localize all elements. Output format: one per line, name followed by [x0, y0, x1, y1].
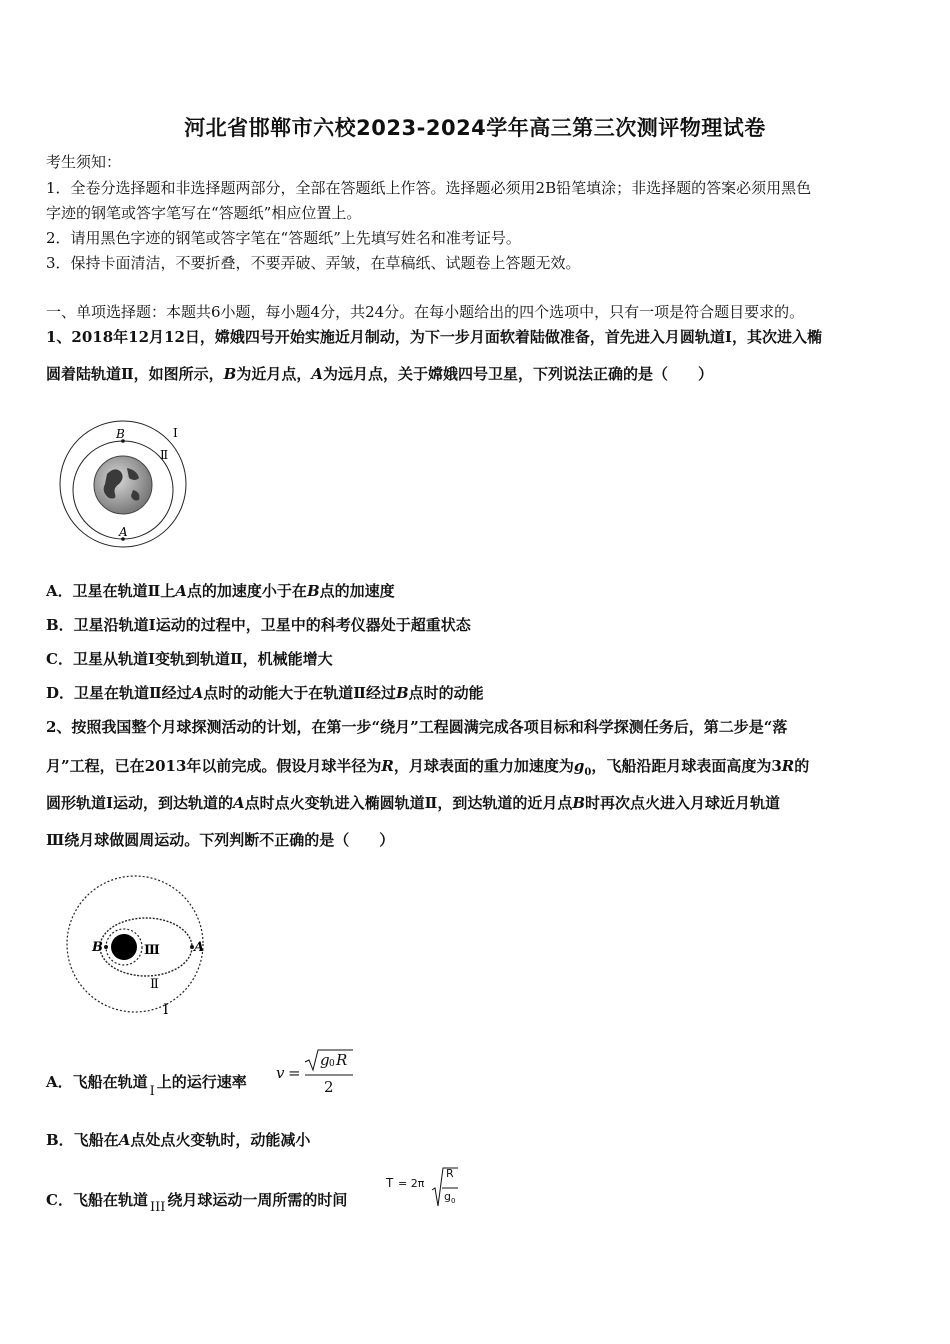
var-B: B: [572, 794, 586, 812]
text: B．飞船在: [46, 1131, 119, 1149]
notice-item: 1．全卷分选择题和非选择题两部分，全部在答题纸上作答。选择题必须用2B铅笔填涂；非选择题的答案必须用黑色: [46, 179, 812, 197]
text: 的: [794, 757, 810, 775]
text: C．飞船在轨道: [46, 1191, 148, 1209]
var-v: v: [276, 1064, 285, 1082]
text: 点时的动能: [408, 684, 484, 702]
sqrt-fraction: [430, 1166, 460, 1210]
moon-icon: [94, 456, 152, 514]
var-A: A: [118, 1131, 131, 1149]
q2-option-c: [46, 1190, 347, 1218]
text: 点的加速度小于在: [186, 582, 307, 600]
notice-item: 字迹的钢笔或答字笔写在“答题纸”相应位置上。: [46, 204, 362, 222]
var-A: A: [175, 582, 187, 600]
text: 点时点火变轨进入椭圆轨道Ⅱ，到达轨道的近月点: [244, 794, 573, 812]
var-B: B: [306, 582, 320, 600]
page-title: 河北省邯郸市六校2023-2024学年高三第三次测评物理试卷: [184, 116, 766, 140]
text: 点处点火变轨时，动能减小: [130, 1131, 311, 1149]
var-R: R: [781, 757, 795, 775]
denominator: 2: [324, 1078, 334, 1096]
label-B: B: [116, 427, 125, 441]
text: 上的运行速率: [156, 1073, 247, 1091]
q2-stem-line1: 2、按照我国整个月球探测活动的计划，在第一步“绕月”工程圆满完成各项目标和科学探测任务后，第二步是“落: [46, 718, 788, 736]
subscript: 0: [451, 1197, 456, 1205]
notice-heading: 考生须知：: [46, 153, 122, 171]
label-orbit-II: Ⅱ: [160, 448, 169, 462]
q1-option-d: [46, 683, 484, 703]
var-A: A: [191, 684, 204, 702]
q1-stem-line2: [46, 364, 713, 384]
q1-orbit-figure: [55, 412, 205, 552]
label-orbit-II: Ⅱ: [150, 977, 159, 992]
label-A: A: [119, 525, 128, 539]
q2-orbit-figure: [50, 872, 220, 1022]
q1-option-a: [46, 581, 395, 601]
var-g: g: [444, 1190, 451, 1203]
q2-stem-line3: [46, 793, 780, 813]
text: A．卫星在轨道Ⅱ上: [46, 582, 176, 600]
subscript: 0: [329, 1059, 335, 1069]
text: A．飞船在轨道: [46, 1073, 148, 1091]
var-A: A: [233, 794, 245, 812]
text: ，月球表面的重力加速度为: [393, 757, 574, 775]
subscript: 0: [584, 767, 592, 778]
text: 圆形轨道Ⅰ运动，到达轨道的: [46, 794, 234, 812]
var-T: T: [386, 1176, 394, 1190]
text: 为近月点，: [236, 365, 312, 383]
text: 绕月球运动一周所需的时间: [167, 1191, 348, 1209]
q2-stem-line2: [46, 756, 809, 783]
var-R: R: [446, 1167, 454, 1180]
label-orbit-III: Ⅲ: [144, 943, 160, 958]
text: 圆着陆轨道Ⅱ，如图所示，: [46, 365, 224, 383]
label-orbit-I: I: [163, 1002, 169, 1018]
var-g: g: [320, 1051, 330, 1069]
q2-option-b: [46, 1130, 310, 1150]
var-B: B: [223, 365, 237, 383]
text: 为远月点，关于嫦娥四号卫星，下列说法正确的是（ ）: [323, 365, 714, 383]
notice-item: 3．保持卡面清洁，不要折叠，不要弄破、弄皱，在草稿纸、试题卷上答题无效。: [46, 254, 581, 272]
label-orbit-I: I: [173, 426, 178, 440]
equals-2pi: = 2π: [398, 1177, 425, 1190]
q1-stem-line1: 1、2018年12月12日，嫦娥四号开始实施近月制动，为下一步月面软着陆做准备，首先进入月圆轨道Ⅰ，其次进入椭: [46, 328, 822, 346]
moon-icon: [111, 934, 137, 960]
var-R: R: [336, 1051, 348, 1069]
orbit-label: III: [149, 1200, 166, 1215]
text: 月”工程，已在2013年以前完成。假设月球半径为: [46, 757, 382, 775]
formula-velocity: [276, 1048, 356, 1098]
var-R: R: [381, 757, 394, 775]
var-A: A: [311, 365, 323, 383]
formula-period: [386, 1164, 466, 1214]
label-A: A: [194, 940, 205, 955]
equals-sign: =: [288, 1064, 301, 1082]
q2-option-a: [46, 1072, 247, 1102]
section-heading: 一、单项选择题：本题共6小题，每小题4分，共24分。在每小题给出的四个选项中，只有一项是符合题目要求的。: [46, 303, 805, 321]
notice-item: 2．请用黑色字迹的钢笔或答字笔在“答题纸”上先填写姓名和准考证号。: [46, 229, 521, 247]
label-B: B: [92, 940, 103, 955]
point-B: [104, 945, 108, 949]
var-g: g: [573, 757, 585, 775]
q1-option-b: B．卫星沿轨道Ⅰ运动的过程中，卫星中的科考仪器处于超重状态: [46, 616, 471, 634]
q1-option-c: C．卫星从轨道Ⅰ变轨到轨道Ⅱ，机械能增大: [46, 650, 333, 668]
text: D．卫星在轨道Ⅱ经过: [46, 684, 192, 702]
text: 时再次点火进入月球近月轨道: [585, 794, 781, 812]
text: ，飞船沿距月球表面高度为3: [591, 757, 782, 775]
text: 点时的动能大于在轨道Ⅱ经过: [203, 684, 396, 702]
text: 点的加速度: [319, 582, 395, 600]
q2-stem-line4: Ⅲ绕月球做圆周运动。下列判断不正确的是（ ）: [46, 831, 395, 849]
var-B: B: [395, 684, 409, 702]
orbit-label: I: [149, 1084, 155, 1099]
